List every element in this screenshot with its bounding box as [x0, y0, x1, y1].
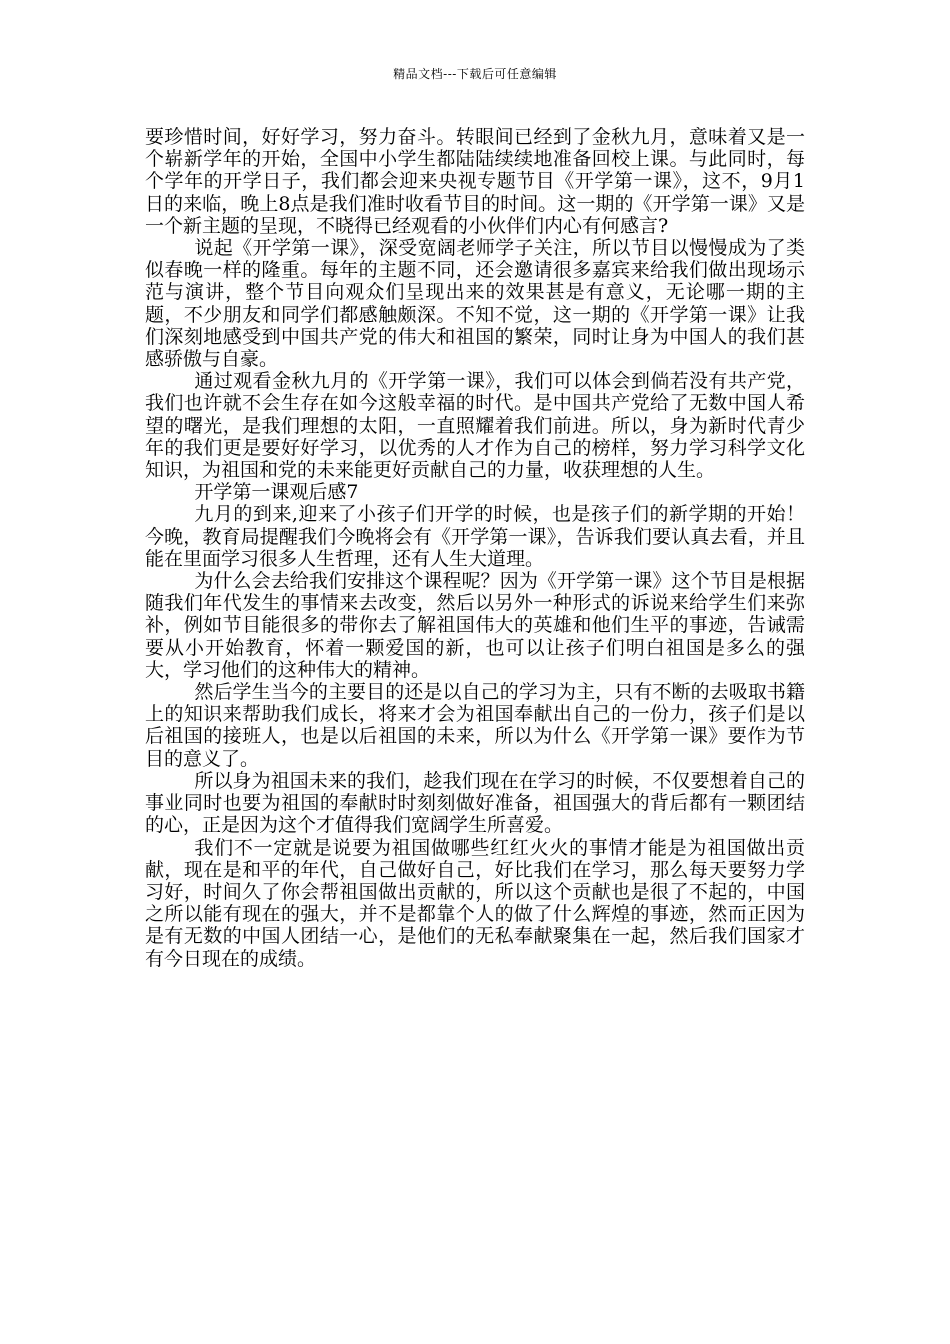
- paragraph: 所以身为祖国未来的我们，趁我们现在在学习的时候，不仅要想着自己的事业同时也要为祖国的奉献时时刻刻做好准备，祖国强大的背后都有一颗团结的心，正是因为这个才值得我们宽阔学生所喜爱。: [145, 769, 805, 837]
- paragraph: 通过观看金秋九月的《开学第一课》，我们可以体会到倘若没有共产党，我们也许就不会生存在如今这般幸福的时代。是中国共产党给了无数中国人希望的曙光，是我们理想的太阳，一直照耀着我们前进。所以，身为新时代青少年的我们更是要好好学习，以优秀的人才作为自己的榜样，努力学习科学文化知识，为祖国和党的未来能更好贡献自己的力量，收获理想的人生。: [145, 370, 805, 482]
- document-body: [145, 126, 805, 970]
- section-heading: 开学第一课观后感7: [194, 481, 359, 504]
- paragraph: 我们不一定就是说要为祖国做哪些红红火火的事情才能是为祖国做出贡献，现在是和平的年代，自己做好自己，好比我们在学习，那么每天要努力学习好，时间久了你会帮祖国做出贡献的，所以这个贡献也是很了不起的，中国之所以能有现在的强大，并不是都靠个人的做了什么辉煌的事迹，然而正因为是有无数的中国人团结一心，是他们的无私奉献聚集在一起，然后我们国家才有今日现在的成绩。: [145, 836, 805, 970]
- page-header: 精品文档---下载后可任意编辑: [393, 67, 557, 81]
- paragraph: 九月的到来,迎来了小孩子们开学的时候，也是孩子们的新学期的开始！今晚，教育局提醒我们今晚将会有《开学第一课》，告诉我们要认真去看，并且能在里面学习很多人生哲理，还有人生大道理。: [145, 503, 805, 570]
- paragraph-continued: 要珍惜时间，好好学习，努力奋斗。转眼间已经到了金秋九月，意味着又是一个崭新学年的开始，全国中小学生都陆陆续续地准备回校上课。与此同时，每个学年的开学日子，我们都会迎来央视专题节目《开学第一课》，这不，9月1日的来临，晚上8点是我们准时收看节目的时间。这一期的《开学第一课》又是一个新主题的呈现，不晓得已经观看的小伙伴们内心有何感言?: [145, 126, 805, 237]
- paragraph: 说起《开学第一课》，深受宽阔老师学子关注，所以节目以慢慢成为了类似春晚一样的隆重。每年的主题不同，还会邀请很多嘉宾来给我们做出现场示范与演讲，整个节目向观众们呈现出来的效果甚是有意义，无论哪一期的主题，不少朋友和同学们都感触颇深。不知不觉，这一期的《开学第一课》让我们深刻地感受到中国共产党的伟大和祖国的繁荣，同时让身为中国人的我们甚感骄傲与自豪。: [145, 237, 805, 371]
- paragraph: 为什么会去给我们安排这个课程呢？因为《开学第一课》这个节目是根据随我们年代发生的事情来去改变，然后以另外一种形式的诉说来给学生们来弥补，例如节目能很多的带你去了解祖国伟大的英雄和他们生平的事迹，告诫需要从小开始教育，怀着一颗爱国的新，也可以让孩子们明白祖国是多么的强大，学习他们的这种伟大的精神。: [145, 570, 805, 681]
- paragraph: 然后学生当今的主要目的还是以自己的学习为主，只有不断的去吸取书籍上的知识来帮助我们成长，将来才会为祖国奉献出自己的一份力，孩子们是以后祖国的接班人，也是以后祖国的未来，所以为什么《开学第一课》要作为节目的意义了。: [145, 681, 805, 770]
